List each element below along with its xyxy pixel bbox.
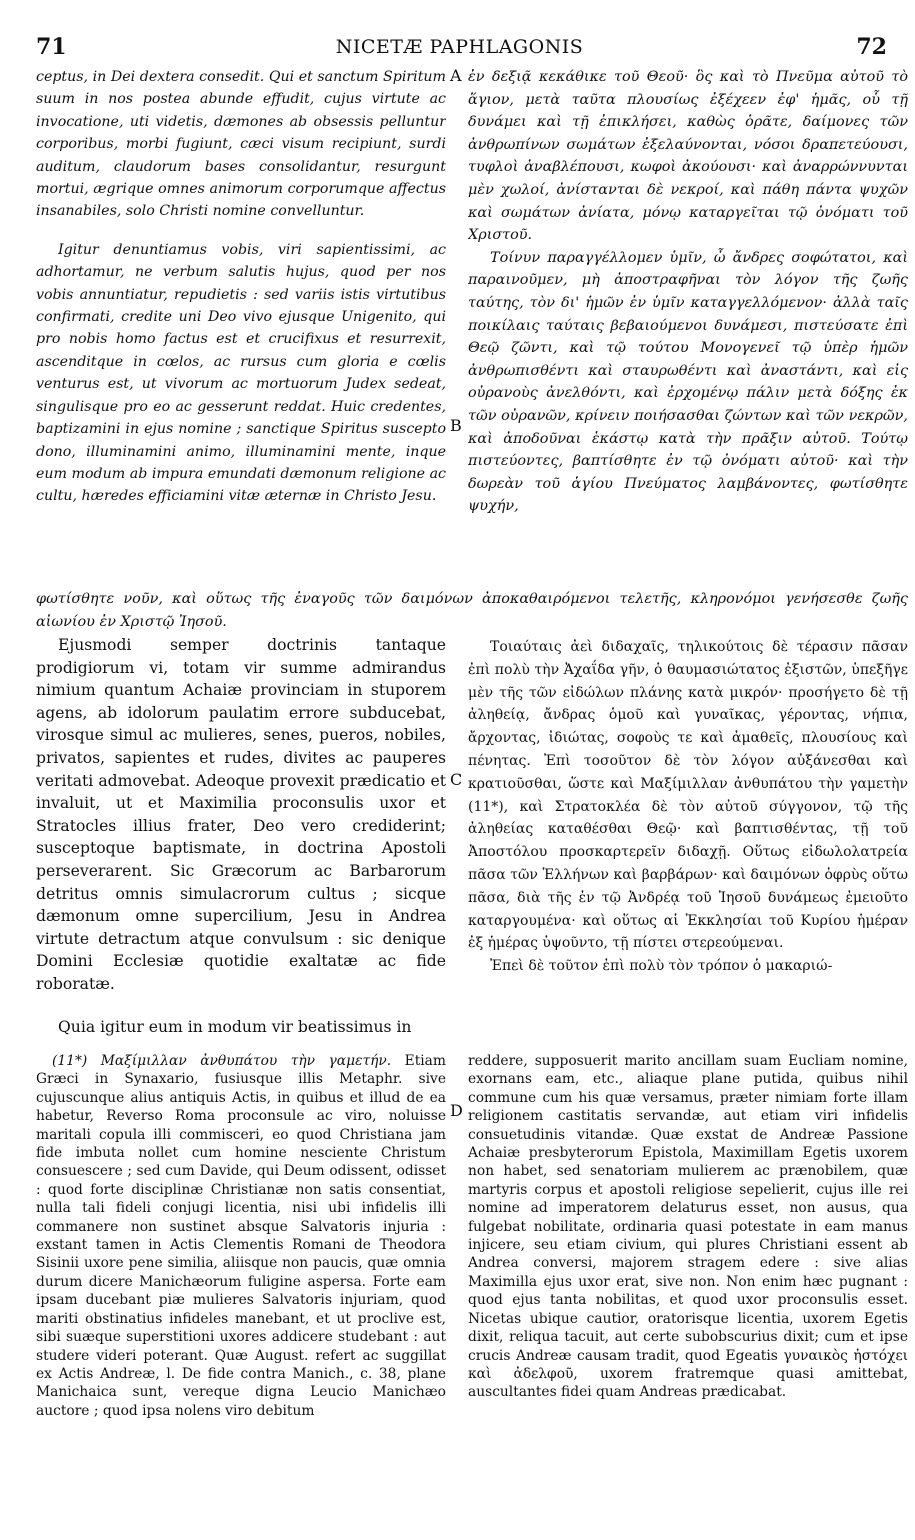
greek-middle-column	[468, 636, 908, 1046]
margin-mark-a: A	[450, 66, 462, 85]
page-header	[32, 34, 887, 62]
latin-middle-paragraph-2: Quia igitur eum in modum vir beatissimus in	[58, 1017, 412, 1036]
greek-middle-paragraph: Τοιαύταις ἀεὶ διδαχαῖς, τηλικούτοις δὲ τέρασιν πᾶσαν ἐπὶ πολὺ τὴν Ἀχαΐδα γῆν, ὁ θαυμασιώτατος ἐξιστῶν, ὑπεξῆγε μὲν τῆς τῶν εἰδώλων πλάνης κατὰ μικρόν· προσήγετο δὲ τῇ ἀληθείᾳ, ἄνδρας ὁμοῦ καὶ γυναῖκας, γέροντας, νήπια, ἄρχοντας, ἰδιώτας, σοφοὺς τε καὶ ἀμαθεῖς, πλουσίους καὶ πένητας. Ἐπὶ τοσοῦτον δὲ τὸν λόγον αὐξάνεσθαι καὶ κρατιοῦσθαι, ὥστε καὶ Μαξίμιλλαν ἀνθυπάτου τὴν γαμετὴν (11*), καὶ Στρατοκλέα δὲ τὸν αὐτοῦ σύγγονον, τῷ τῆς ἀληθείας καταθέσθαι Θεῷ· καὶ βαπτισθέντας, τῇ τοῦ Ἀποστόλου προσκαρτερεῖν διδαχῇ. Οὕτως εἰδωλολατρεία πᾶσα τῶν Ἑλλήνων καὶ βαρβάρων· καὶ δαιμόνων ὀφρὺς οὕτω πᾶσα, διὰ τῆς ἐν τῷ Ἀνδρέᾳ τοῦ Ἰησοῦ δυνάμεως ἐμειοῦτο καταργουμένα· καὶ οὕτως αἱ Ἐκκλησίαι τοῦ Κυρίου ἡμέραν ἐξ ἡμέρας ὑψοῦντο, τῇ πίστει στερεούμεναι.	[468, 639, 908, 952]
greek-wide-text: φωτίσθητε νοῦν, καὶ οὕτως τῆς ἐναγοῦς τῶν δαιμόνων ἀποκαθαιρόμενοι τελετῆς, κληρονόμοι γενήσεσθε ζωῆς αἰωνίου ἐν Χριστῷ Ἰησοῦ.	[36, 591, 908, 630]
footnote-right-text: reddere, supposuerit marito ancillam suam Eucliam nomine, exornans eam, etc., aliaque plane putida, quibus nihil commune cum his quæ versamus, præter nimiam forte illam religionem castitatis servandæ, aut etiam viri infidelis consuetudinis vitandæ. Quæ exstat de Andreæ Passione Achaiæ presbyterorum Epistola, Maximillam Egetis uxorem non habet, sed senatoriam mulierem ac prænobilem, quæ martyris corpus et apostoli religiose sepelierit, cujus ille rei nomine ad imperatorem delaturus esset, non ausus, qua fulgebat nobilitate, ordinaria quasi potestate in eam manus injicere, seu etiam civium, qui plures Christiani essent ab Andrea conversi, majorem stragem edere : sive alias Maximilla ejus uxor erat, sive non. Non enim hæc pugnant : quod ejus tanta nobilitas, et quod uxor proconsulis esset. Nicetas ubique cautior, oratorisque licentia, uxorem Egetis dixit, reliqua tacuit, aut certe subobscurius dixit; cum et ipse crucis Andreæ causam tradit, quod Egeatis γυναικὸς ἠστόχει καὶ ἀδελφοῦ, uxorem fratremque quasi amittebat, auscultantes fidei quam Andreas prædicabat.	[468, 1053, 908, 1401]
latin-top-column	[36, 66, 446, 586]
latin-middle-column	[36, 634, 446, 1044]
greek-paragraph-2: Τοίνυν παραγγέλλομεν ὑμῖν, ὦ ἄνδρες σοφώτατοι, καὶ παραινοῦμεν, μὴ ἀποστραφῆναι τὸν λόγον τῆς ζωῆς ταύτης, τὸν δι' ἡμῶν ἐν ὑμῖν καταγγελλόμενον· ἀλλὰ ταῖς ποικίλαις ταύταις βεβαιούμενοι δυνάμεσι, πιστεύσατε ἐπὶ Θεῷ ζῶντι, καὶ τῷ τούτου Μονογενεῖ τῷ ὑπὲρ ἡμῶν ἀνθρωπισθέντι καὶ σταυρωθέντι καὶ ἀναστάντι, καὶ εἰς οὐρανοὺς ἀνελθόντι, καὶ ἐρχομένῳ πάλιν μετὰ δόξης ἐκ τῶν οὐρανῶν, κρίνειν ποιήσασθαι ζώντων καὶ τῶν νεκρῶν, καὶ ἀποδοῦναι ἑκάστῳ κατὰ τὴν πρᾶξιν αὐτοῦ. Τούτῳ πιστεύοντες, βαπτίσθητε ἐν τῷ ὀνόματι αὐτοῦ· καὶ τὴν δωρεὰν τοῦ ἁγίου Πνεύματος λαμβάνοντες, φωτίσθητε ψυχήν,	[468, 249, 908, 515]
margin-mark-c: C	[450, 770, 463, 789]
greek-wide-line	[36, 588, 908, 634]
greek-top-column	[468, 66, 908, 586]
page-number-left: 71	[36, 34, 67, 60]
greek-paragraph-1: ἐν δεξιᾷ κεκάθικε τοῦ Θεοῦ· ὃς καὶ τὸ Πνεῦμα αὐτοῦ τὸ ἅγιον, μετὰ ταῦτα πλουσίως ἐξέχεεν ἐφ' ἡμᾶς, οὗ τῇ δυνάμει καὶ τῇ ἐπικλήσει, καθὼς ὁρᾶτε, δαίμονες τῶν ἀνθρωπίνων σωμάτων ἐξελαύνονται, νόσοι δραπετεύουσι, τυφλοὶ ἀναβλέπουσι, κωφοὶ ἀκούουσι· καὶ ἀναρρώννυνται μὲν χωλοί, ἀνίστανται δὲ νεκροί, καὶ πάθη πάντα ψυχῶν καὶ σωμάτων ἀνίατα, μόνῳ καταργεῖται τῷ ὀνόματι τοῦ Χριστοῦ.	[468, 69, 908, 244]
page-number-right: 72	[856, 34, 887, 60]
footnote-right-column	[468, 1052, 908, 1492]
latin-paragraph-1: ceptus, in Dei dextera consedit. Qui et sanctum Spiritum suum in nos postea abunde effudit, cujus virtute ac invocatione, uti videtis, dæmones ab obsessis pelluntur corporibus, morbi fugiunt, cæci visum recipiunt, surdi auditum, claudorum bases consolidantur, resurgunt mortui, ægrique omnes animorum corporumque affectus insanabiles, solo Christi nomine convelluntur.	[36, 69, 446, 220]
footnote-left-text: Etiam Græci in Synaxario, fusiusque illis Metaphr. sive cujuscunque alius antiquis Actis, in quibus et illud de ea habetur, Reverso Roma proconsule ac viro, noluisse maritali copula illi commisceri, eo quod Christiana jam fide imbuta nollet cum homine nesciente Christum consuescere ; sed cum Davide, qui Deum odissent, odisset : quod forte disciplinæ Christianæ non satis consentiat, nulla tali fideli conjugi licentia, nisi ubi infidelis illi commanere non sustinet absque Salvatoris injuria : exstant tamen in Actis Clementis Romani de Theodora Sisinii uxore pene similia, aliisque non paucis, quæ omnia durum dicere Manichæorum fuligine aspersa. Forte eam ipsam ducebant piæ mulieres Salvatoris injuriam, quod mariti obstinatius infideles manebant, et ut proclive est, sibi suæque superstitioni uxores addicere studebant : aut studere videri poterant. Quæ August. refert ac suggillat ex Actis Andreæ, l. De fide contra Manich., c. 38, plane Manichaica sunt, vereque digna Leucio Manichæo auctore ; quod ipsa nolens viro debitum	[36, 1053, 446, 1419]
margin-mark-b: B	[450, 416, 462, 435]
footnote-lead: (11*) Μαξίμιλλαν ἀνθυπάτου τὴν γαμετήν.	[52, 1053, 392, 1069]
latin-paragraph-2: Igitur denuntiamus vobis, viri sapientissimi, ac adhortamur, ne verbum salutis hujus, quod per nos vobis annuntiatur, repudietis : sed variis istis virtutibus confirmati, credite uni Deo vivo ejusque Unigenito, qui pro nobis homo factus est et crucifixus et resurrexit, ascenditque in cœlos, ac rursus cum gloria e cœlis venturus est, ut vivorum ac mortuorum Judex sedeat, singulisque pro eo ac gesserunt reddat. Huic credentes, baptizamini in ejus nomine ; sanctique Spiritus suscepto dono, illuminamini animo, illuminamini mente, inque eum modum ab impura emundati dæmonum religione ac cultu, hæredes efficiamini vitæ æternæ in Christo Jesu.	[36, 241, 446, 505]
footnote-left-column	[36, 1052, 446, 1492]
margin-mark-d: D	[450, 1101, 463, 1120]
latin-middle-paragraph: Ejusmodi semper doctrinis tantaque prodigiorum vi, totam vir summe admirandus nimium quantum Achaiæ provinciam in stuporem agens, ab idolorum paulatim errore subducebat, virosque simul ac mulieres, senes, pueros, nobiles, privatos, sapientes et rudes, divites ac pauperes veritati admovebat. Adeoque provexit prædicatio et invaluit, ut et Maximilia proconsulis uxor et Stratocles illius frater, Deo vero crediderint; susceptoque baptismate, in doctrina Apostoli perseverarent. Sic Græcorum ac Barbarorum detritus omnis simulacrorum cultus ; sicque dæmonum omne supercilium, Jesu in Andrea virtute detractum atque convulsum : sic denique Domini Ecclesiæ quotidie exaltatæ ac fide roboratæ.	[36, 636, 446, 993]
running-head: NICETÆ PAPHLAGONIS	[335, 36, 584, 58]
greek-middle-paragraph-2: Ἐπεὶ δὲ τοῦτον ἐπὶ πολὺ τὸν τρόπον ὁ μακαριώ-	[490, 958, 833, 975]
